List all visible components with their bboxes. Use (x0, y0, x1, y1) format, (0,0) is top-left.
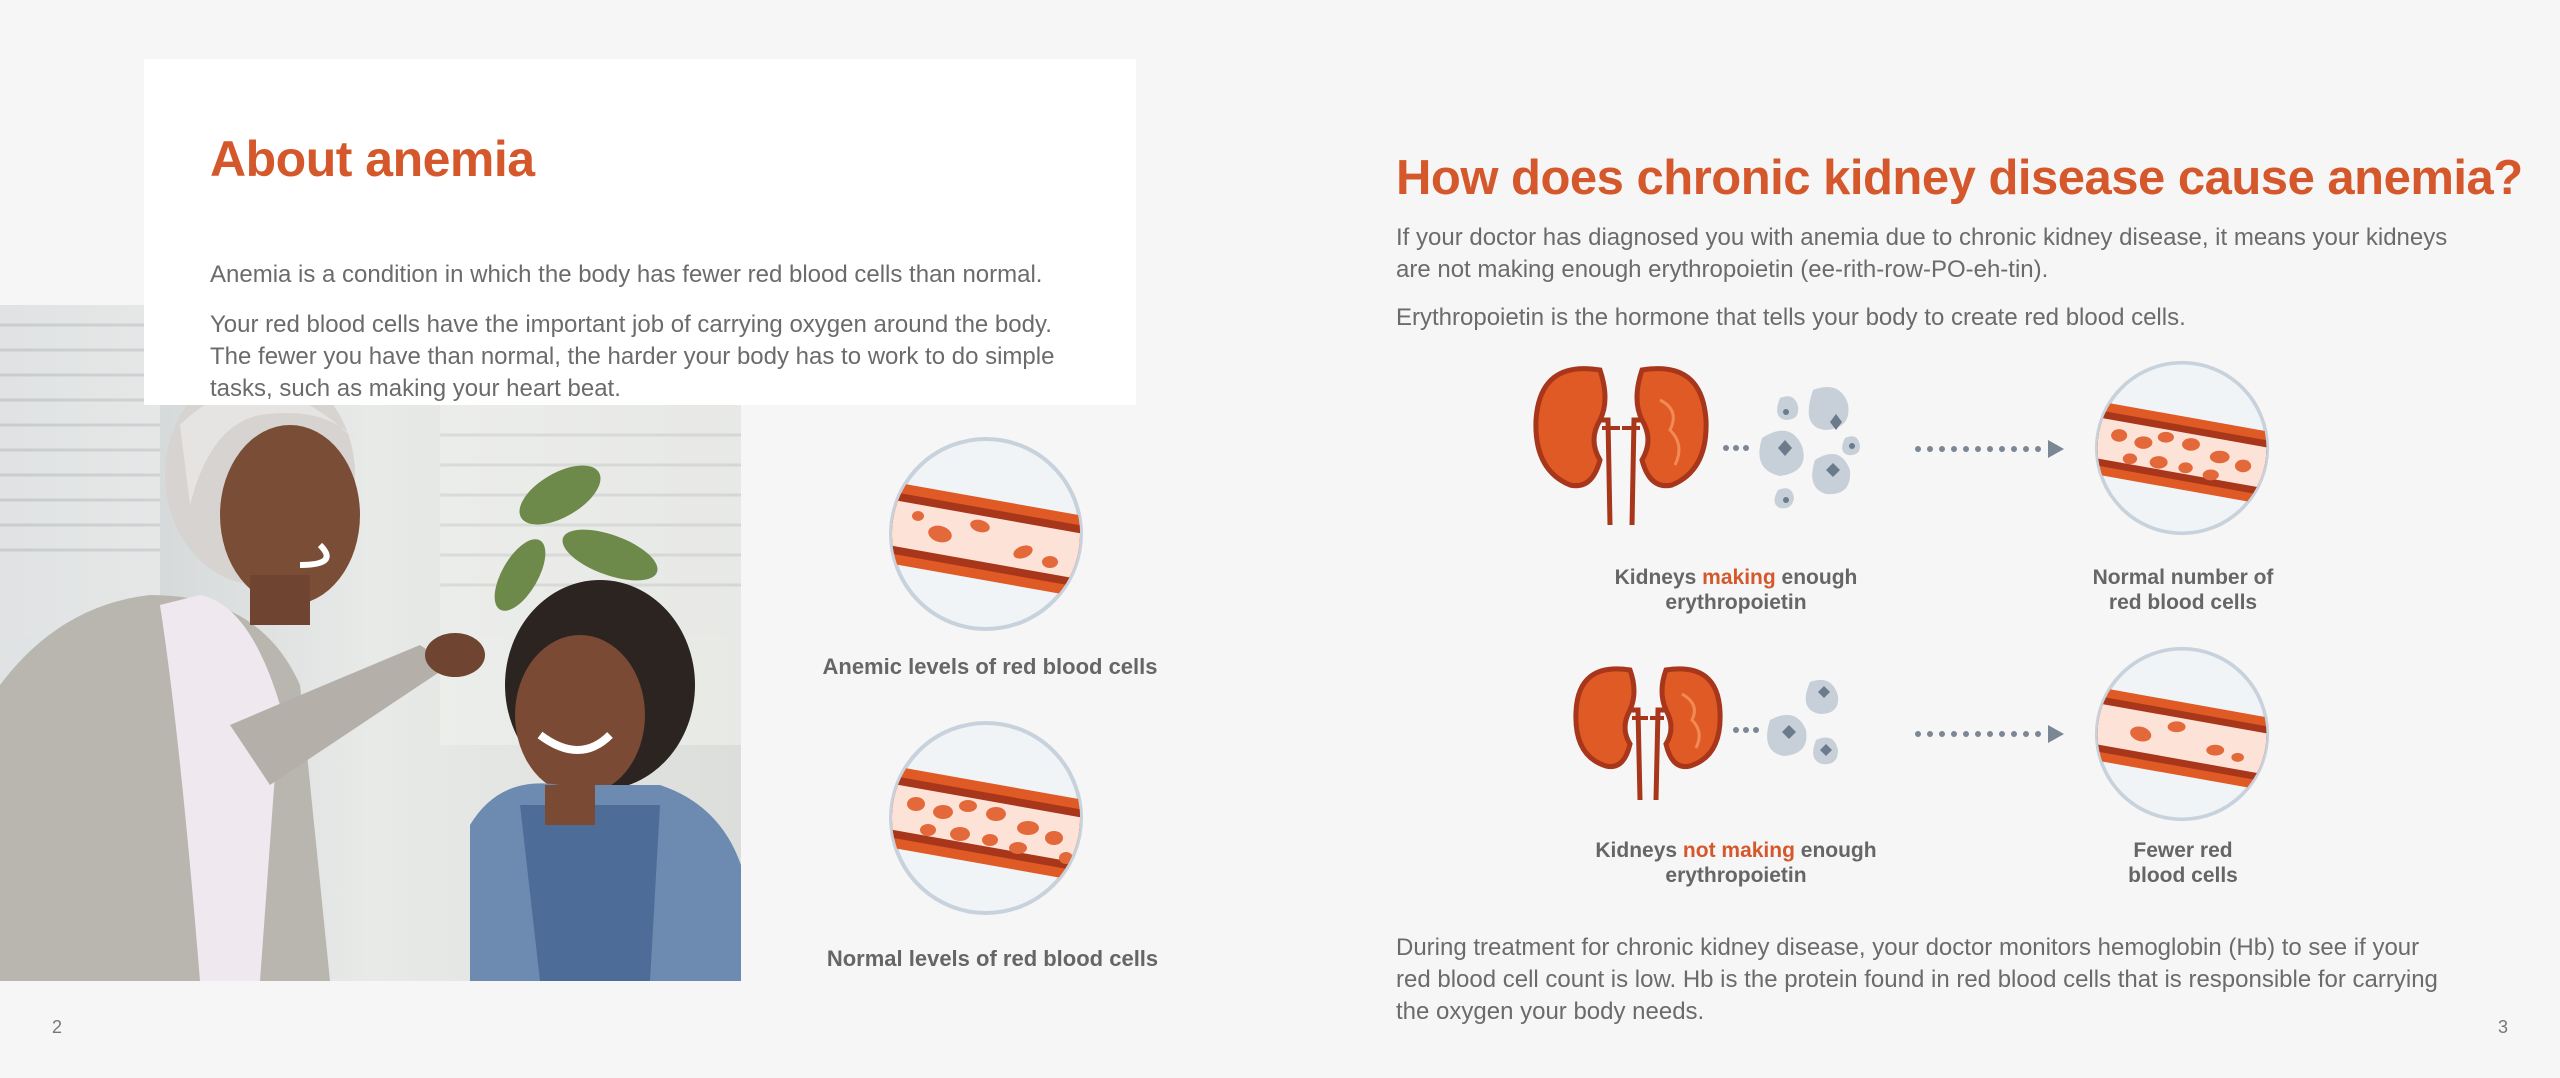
caption-text: enough (1794, 839, 1877, 862)
grandmother-and-granddaughter-photo (0, 305, 741, 981)
healthy-kidneys-icon (1530, 360, 1890, 545)
erythropoietin-paragraph: Erythropoietin is the hormone that tells your body to create red blood cells. (1396, 304, 2186, 331)
caption-text: blood cells (2128, 864, 2238, 887)
right-page (1280, 0, 2560, 1078)
caption-text: Fewer red (2133, 839, 2233, 862)
caption-text: erythropoietin (1665, 864, 1807, 887)
anemic-vessel-icon (888, 436, 1084, 637)
fewer-cells-caption (2050, 838, 2316, 888)
failing-kidneys-icon (1570, 660, 1870, 815)
caption-highlight: not making (1682, 839, 1795, 862)
caption-text: Kidneys (1595, 839, 1683, 862)
red-blood-cells-paragraph: Your red blood cells have the important job of carrying oxygen around the body. The fewer you have than normal, the harder your body has to work to do simple tasks, such as making your heart beat. (210, 311, 1055, 402)
anemia-definition: Anemia is a condition in which the body has fewer red blood cells than normal. (210, 261, 1043, 288)
diagnosis-paragraph: If your doctor has diagnosed you with anemia due to chronic kidney disease, it means your kidneys are not making enough erythropoietin (ee-rith-row-PO-eh-tin). (1396, 224, 2448, 283)
ckd-anemia-title: How does chronic kidney disease cause anemia? (1396, 151, 2523, 205)
about-anemia-title: About anemia (210, 131, 535, 187)
caption-text: erythropoietin (1665, 591, 1807, 614)
kidneys-not-making-caption (1550, 838, 1922, 888)
page-number-right: 3 (2497, 1017, 2508, 1037)
caption-text: enough (1775, 566, 1858, 589)
caption-text: Normal number of (2092, 566, 2274, 589)
anemic-caption: Anemic levels of red blood cells (822, 654, 1158, 679)
normal-vessel-icon (888, 720, 1084, 921)
caption-text: Kidneys (1614, 566, 1703, 589)
fewer-cells-vessel-icon (2094, 646, 2270, 827)
caption-highlight: making (1702, 566, 1776, 589)
arrow-icon-2 (1914, 722, 2074, 751)
arrow-icon-1 (1914, 437, 2074, 466)
normal-caption: Normal levels of red blood cells (826, 946, 1159, 971)
page-number-left: 2 (52, 1017, 63, 1037)
normal-number-caption (2050, 565, 2316, 615)
kidneys-making-caption (1550, 565, 1922, 615)
caption-text: red blood cells (2108, 591, 2258, 614)
intro-card (144, 59, 1136, 405)
normal-number-vessel-icon (2094, 360, 2270, 541)
hemoglobin-paragraph: During treatment for chronic kidney disease, your doctor monitors hemoglobin (Hb) to see if your red blood cell count is low. Hb is the protein found in red blood cells that is responsible for carrying the oxygen your body needs. (1396, 934, 2438, 1025)
